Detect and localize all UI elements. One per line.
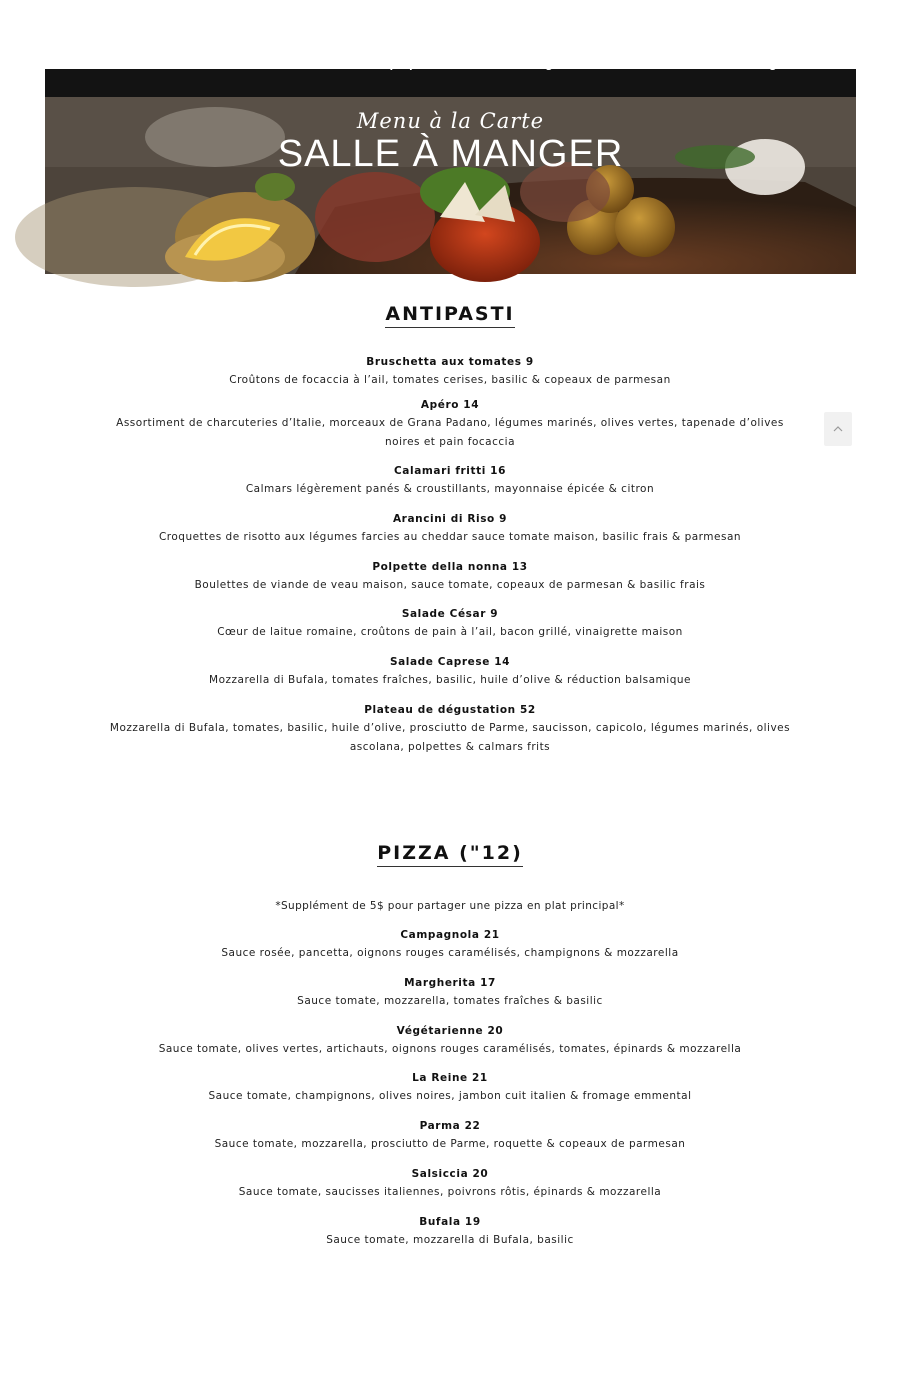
menu-item-description: Cœur de laitue romaine, croûtons de pain à l’ail, bacon grillé, vinaigrette maison xyxy=(217,626,683,638)
menu-item-description: Sauce tomate, saucisses italiennes, poivrons rôtis, épinards & mozzarella xyxy=(238,1186,662,1198)
menu-item-description: Croquettes de risotto aux légumes farcies au cheddar sauce tomate maison, basilic frais & parmesan xyxy=(158,531,742,543)
chevron-up-icon xyxy=(833,426,843,432)
menu-item-name: Bruschetta aux tomates 9 xyxy=(366,356,534,368)
menu-item-name: Végétarienne 20 xyxy=(396,1025,504,1037)
main-nav xyxy=(45,60,856,80)
menu-item-name: Campagnola 21 xyxy=(400,929,500,941)
pizza-note: *Supplément de 5$ pour partager une pizza en plat principal* xyxy=(275,900,625,912)
scroll-to-top-button[interactable] xyxy=(824,412,852,446)
menu-item-description: Mozzarella di Bufala, tomates fraîches, basilic, huile d’olive & réduction balsamique xyxy=(209,674,691,686)
menu-item-name: Polpette della nonna 13 xyxy=(372,561,528,573)
menu-item-description: Croûtons de focaccia à l’ail, tomates cerises, basilic & copeaux de parmesan xyxy=(229,374,671,386)
menu-item-description: Sauce tomate, mozzarella, prosciutto de Parme, roquette & copeaux de parmesan xyxy=(214,1138,686,1150)
hero-banner xyxy=(45,97,856,274)
menu-item-description: Calmars légèrement panés & croustillants, mayonnaise épicée & citron xyxy=(245,483,655,495)
nav-item-menus[interactable]: Menus xyxy=(565,60,603,71)
nav-item-english[interactable]: English xyxy=(755,60,798,71)
nav-item-horaire[interactable]: Horaire et Réservations xyxy=(625,60,764,71)
menu-item-name: Salade Caprese 14 xyxy=(389,656,511,668)
menu-item-description: Sauce tomate, mozzarella di Bufala, basilic xyxy=(326,1234,574,1246)
menu-item-name: Bufala 19 xyxy=(419,1216,481,1228)
menu-item-description: Sauce rosée, pancetta, oignons rouges caramélisés, champignons & mozzarella xyxy=(221,947,679,959)
menu-item-name: Parma 22 xyxy=(419,1120,481,1132)
nav-item-a-propos[interactable]: À propos xyxy=(378,60,430,71)
menu-item-name: Calamari fritti 16 xyxy=(394,465,506,477)
menu-item-name: Salade César 9 xyxy=(401,608,499,620)
nav-item-accueil[interactable]: Accueil xyxy=(327,60,369,71)
menu-item-description: Sauce tomate, mozzarella, tomates fraîches & basilic xyxy=(297,995,603,1007)
menu-item-description: Mozzarella di Bufala, tomates, basilic, huile d’olive, prosciutto de Parme, saucisson, capicolo, légumes marinés, olives ascolana, polpettes & calmars frits xyxy=(109,722,791,753)
menu-item-name: Margherita 17 xyxy=(404,977,496,989)
menu-item-description: Sauce tomate, champignons, olives noires, jambon cuit italien & fromage emmental xyxy=(208,1090,692,1102)
top-nav-bar xyxy=(45,60,856,97)
menu-item-name: Salsiccia 20 xyxy=(411,1168,489,1180)
section-title-pizza: PIZZA ("12) xyxy=(0,842,900,867)
menu-item-description: Sauce tomate, olives vertes, artichauts, oignons rouges caramélisés, tomates, épinards & mozzarella xyxy=(158,1043,742,1055)
menu-item-name: Plateau de dégustation 52 xyxy=(364,704,536,716)
menu-item-description: Assortiment de charcuteries d’Italie, morceaux de Grana Padano, légumes marinés, olives vertes, tapenade d’olives noires et pain focaccia xyxy=(116,417,784,448)
hero-subtitle: Menu à la Carte xyxy=(356,109,545,133)
menu-item-name: Arancini di Riso 9 xyxy=(392,513,508,525)
hero-title: SALLE À MANGER xyxy=(277,133,624,175)
menu-item-name: Apéro 14 xyxy=(420,399,480,411)
menu-item-name: La Reine 21 xyxy=(412,1072,488,1084)
section-title-antipasti: ANTIPASTI xyxy=(0,303,900,328)
nav-item-commander[interactable]: Commander en ligne xyxy=(447,60,568,71)
menu-item-description: Boulettes de viande de veau maison, sauce tomate, copeaux de parmesan & basilic frais xyxy=(194,579,706,591)
